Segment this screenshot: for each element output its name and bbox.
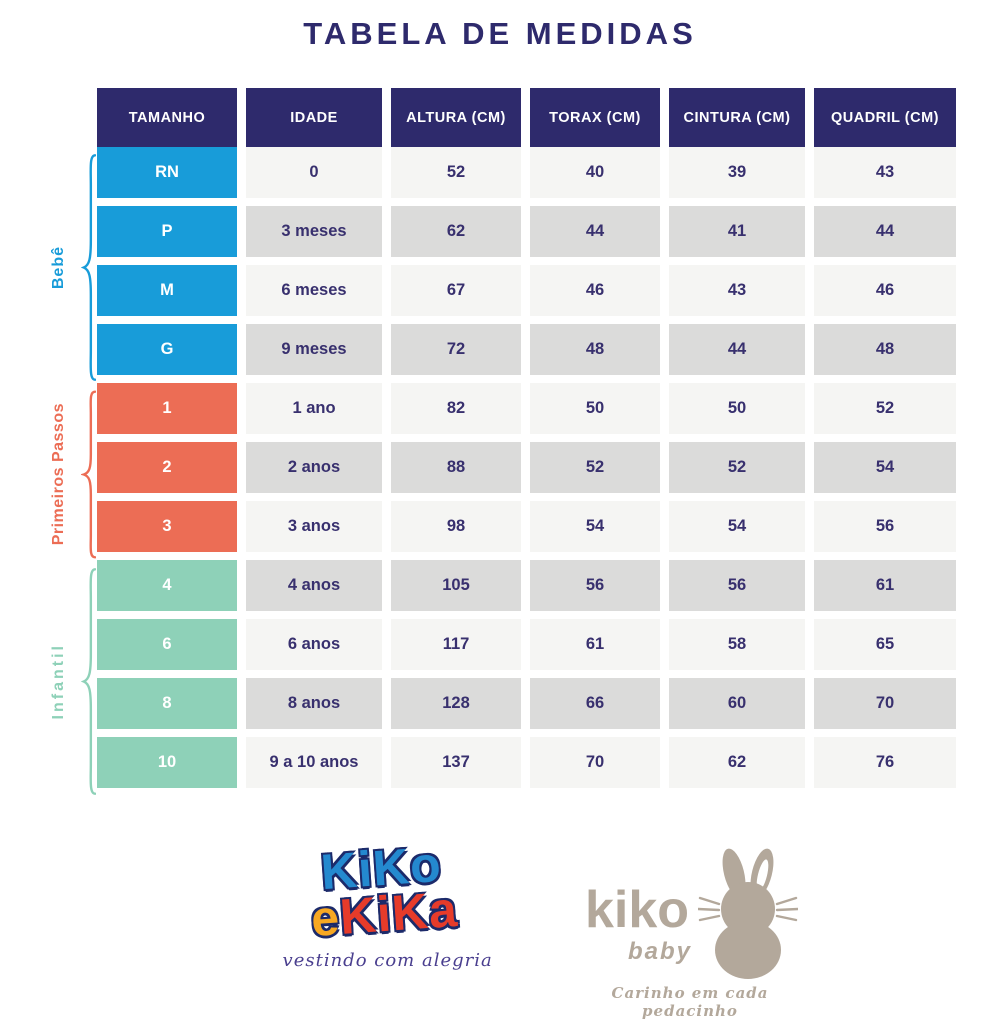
size-cell-2: 2 <box>97 442 237 493</box>
value-cell: 52 <box>669 442 805 493</box>
value-cell: 61 <box>530 619 660 670</box>
value-cell: 52 <box>391 147 521 198</box>
primeiros-passos-bracket <box>81 390 96 559</box>
value-cell: 44 <box>669 324 805 375</box>
value-cell: 128 <box>391 678 521 729</box>
value-cell: 48 <box>814 324 956 375</box>
value-cell: 8 anos <box>246 678 382 729</box>
size-cell-M: M <box>97 265 237 316</box>
value-cell: 88 <box>391 442 521 493</box>
value-cell: 43 <box>814 147 956 198</box>
value-cell: 62 <box>669 737 805 788</box>
value-cell: 65 <box>814 619 956 670</box>
kiko-e-kika-logo <box>264 835 504 979</box>
value-cell: 72 <box>391 324 521 375</box>
kiko-baby-name: kiko <box>584 881 690 939</box>
value-cell: 9 meses <box>246 324 382 375</box>
value-cell: 98 <box>391 501 521 552</box>
column-header-2: ALTURA (CM) <box>391 88 521 147</box>
value-cell: 61 <box>814 560 956 611</box>
value-cell: 70 <box>814 678 956 729</box>
column-header-1: IDADE <box>246 88 382 147</box>
column-header-3: TORAX (CM) <box>530 88 660 147</box>
value-cell: 2 anos <box>246 442 382 493</box>
kiko-e-kika-connector: e <box>309 889 342 948</box>
value-cell: 40 <box>530 147 660 198</box>
kiko-baby-tagline: Carinho em cada pedacinho <box>611 984 769 1020</box>
size-cell-1: 1 <box>97 383 237 434</box>
group-label-infantil: Infantil <box>50 643 67 720</box>
size-cell-3: 3 <box>97 501 237 552</box>
value-cell: 6 meses <box>246 265 382 316</box>
value-cell: 82 <box>391 383 521 434</box>
value-cell: 56 <box>530 560 660 611</box>
value-cell: 44 <box>530 206 660 257</box>
value-cell: 76 <box>814 737 956 788</box>
value-cell: 60 <box>669 678 805 729</box>
size-cell-10: 10 <box>97 737 237 788</box>
size-cell-8: 8 <box>97 678 237 729</box>
bunny-icon <box>698 846 798 980</box>
value-cell: 46 <box>814 265 956 316</box>
value-cell: 62 <box>391 206 521 257</box>
value-cell: 48 <box>530 324 660 375</box>
kiko-baby-logo <box>562 846 818 1020</box>
kiko-e-kika-word1: KiKo <box>319 835 444 901</box>
value-cell: 56 <box>669 560 805 611</box>
size-cell-4: 4 <box>97 560 237 611</box>
value-cell: 46 <box>530 265 660 316</box>
size-cell-G: G <box>97 324 237 375</box>
infantil-bracket <box>81 567 96 796</box>
size-table <box>97 88 956 788</box>
value-cell: 6 anos <box>246 619 382 670</box>
value-cell: 44 <box>814 206 956 257</box>
column-header-0: TAMANHO <box>97 88 237 147</box>
group-label-bebe: Bebê <box>50 245 67 290</box>
value-cell: 9 a 10 anos <box>246 737 382 788</box>
value-cell: 50 <box>530 383 660 434</box>
value-cell: 56 <box>814 501 956 552</box>
value-cell: 4 anos <box>246 560 382 611</box>
value-cell: 67 <box>391 265 521 316</box>
column-header-5: QUADRIL (CM) <box>814 88 956 147</box>
value-cell: 54 <box>814 442 956 493</box>
value-cell: 66 <box>530 678 660 729</box>
value-cell: 3 meses <box>246 206 382 257</box>
value-cell: 50 <box>669 383 805 434</box>
value-cell: 39 <box>669 147 805 198</box>
value-cell: 52 <box>530 442 660 493</box>
value-cell: 54 <box>669 501 805 552</box>
kiko-baby-sub: baby <box>627 938 692 965</box>
bebe-bracket <box>81 153 96 382</box>
value-cell: 1 ano <box>246 383 382 434</box>
value-cell: 117 <box>391 619 521 670</box>
value-cell: 52 <box>814 383 956 434</box>
size-cell-RN: RN <box>97 147 237 198</box>
group-label-primeiros-passos: Primeiros Passos <box>50 403 67 546</box>
value-cell: 3 anos <box>246 501 382 552</box>
value-cell: 58 <box>669 619 805 670</box>
value-cell: 41 <box>669 206 805 257</box>
value-cell: 54 <box>530 501 660 552</box>
value-cell: 137 <box>391 737 521 788</box>
value-cell: 70 <box>530 737 660 788</box>
size-cell-6: 6 <box>97 619 237 670</box>
kiko-e-kika-word2: eKiKa <box>309 880 460 948</box>
value-cell: 105 <box>391 560 521 611</box>
kiko-e-kika-tagline: vestindo com alegria <box>282 949 493 971</box>
page-title: TABELA DE MEDIDAS <box>303 16 697 51</box>
size-cell-P: P <box>97 206 237 257</box>
column-header-4: CINTURA (CM) <box>669 88 805 147</box>
value-cell: 43 <box>669 265 805 316</box>
value-cell: 0 <box>246 147 382 198</box>
